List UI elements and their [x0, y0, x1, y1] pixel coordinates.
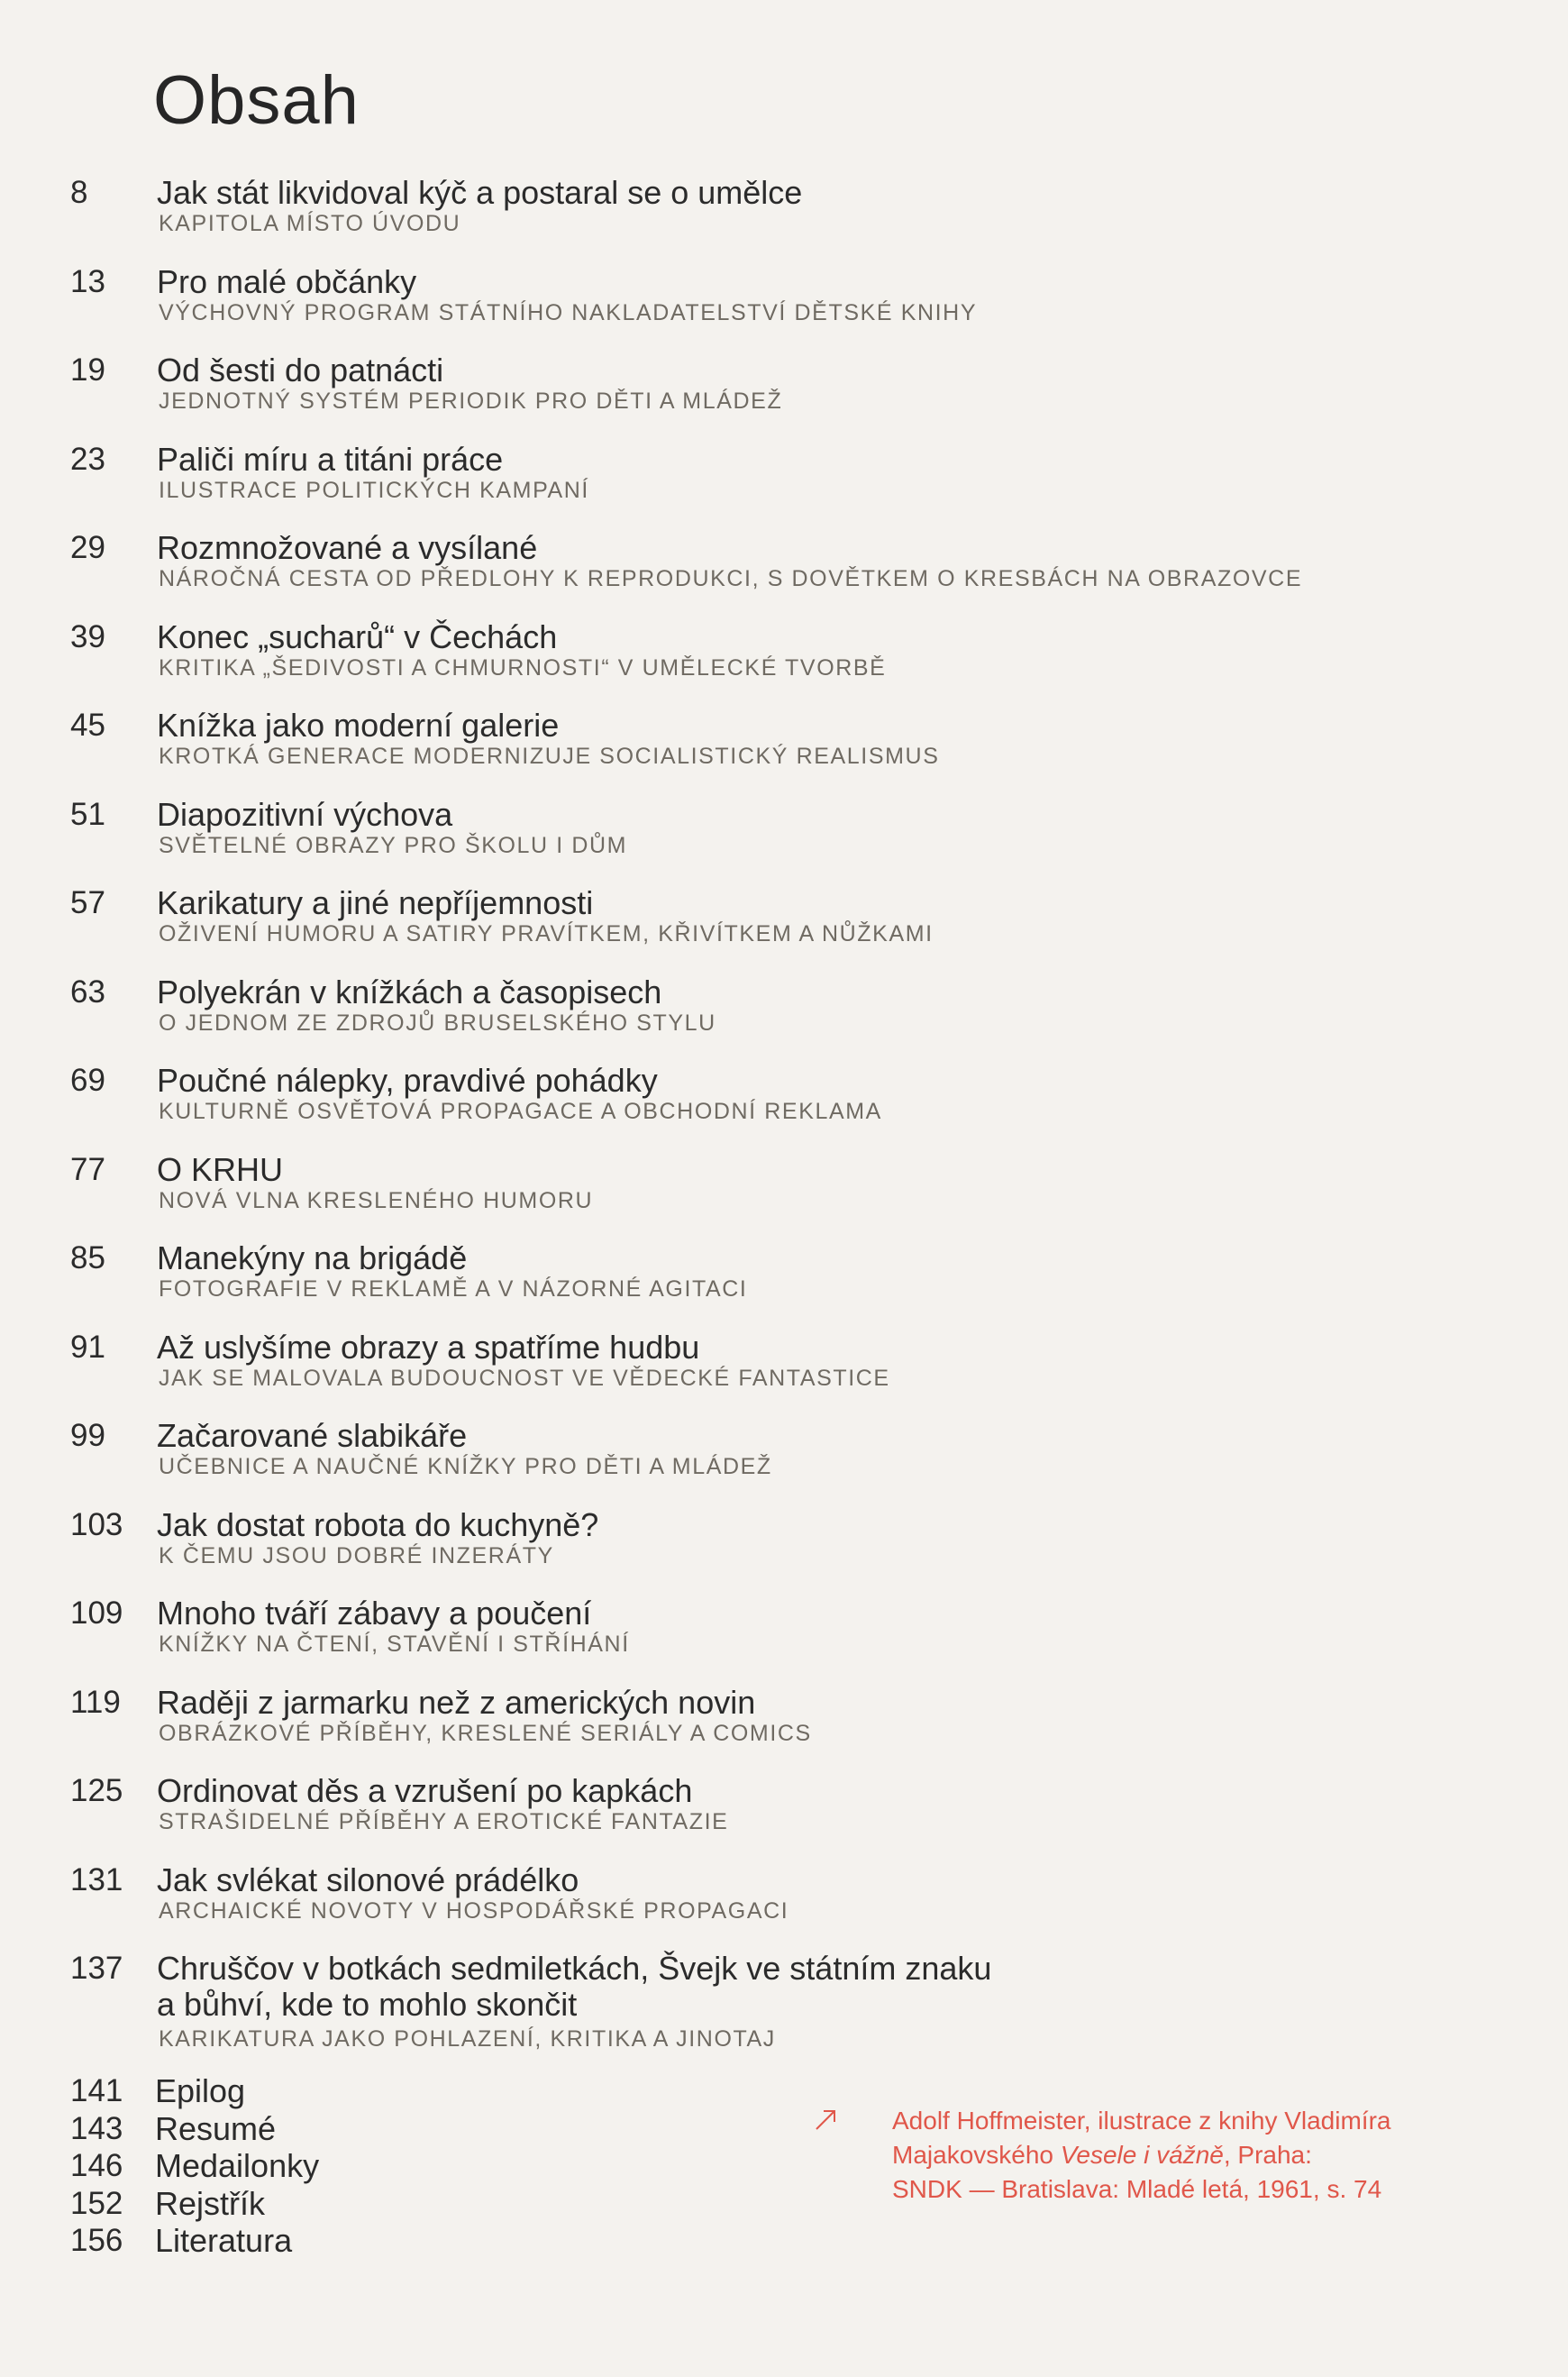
back-matter-item[interactable]	[0, 2223, 451, 2261]
toc-page-number: 131	[70, 1861, 123, 1897]
toc-chapter-title	[157, 1240, 467, 1276]
toc-page-number: 57	[70, 885, 105, 920]
toc-chapter-title	[157, 175, 802, 211]
toc-chapter-title	[157, 1773, 692, 1809]
toc-chapter-title-line: a bůhví, kde to mohlo skončit	[157, 1986, 578, 2023]
toc-chapter-subtitle: STRAŠIDELNÉ PŘÍBĚHY A EROTICKÉ FANTAZIE	[159, 1809, 729, 1834]
toc-chapter-title-line: Jak stát likvidoval kýč a postaral se o umělce	[157, 174, 803, 211]
toc-chapter-subtitle: OBRÁZKOVÉ PŘÍBĚHY, KRESLENÉ SERIÁLY A COMICS	[159, 1720, 812, 1746]
toc-chapter-subtitle: KAPITOLA MÍSTO ÚVODU	[159, 211, 461, 236]
toc-page-number: 77	[70, 1151, 105, 1187]
toc-chapter-subtitle: KNÍŽKY NA ČTENÍ, STAVĚNÍ I STŘÍHÁNÍ	[159, 1632, 630, 1657]
back-matter-item[interactable]	[0, 2073, 451, 2111]
toc-chapter-title-line: Manekýny na brigádě	[157, 1239, 468, 1276]
back-matter-page-number: 141	[70, 2073, 123, 2108]
toc-chapter-subtitle: KULTURNĚ OSVĚTOVÁ PROPAGACE A OBCHODNÍ REKLAMA	[159, 1099, 882, 1124]
toc-page-number: 45	[70, 708, 105, 743]
toc-chapter-title-line: Jak dostat robota do kuchyně?	[157, 1505, 599, 1543]
toc-chapter-title	[157, 1951, 991, 2023]
toc-chapter-title-line: Paliči míru a titáni práce	[157, 440, 504, 478]
caption-line-2-post: , Praha:	[1223, 2141, 1312, 2169]
toc-chapter-subtitle: ILUSTRACE POLITICKÝCH KAMPANÍ	[159, 477, 589, 503]
toc-page-number: 23	[70, 441, 105, 477]
back-matter-title: Medailonky	[155, 2147, 320, 2184]
toc-chapter-subtitle: KARIKATURA JAKO POHLAZENÍ, KRITIKA A JINOTAJ	[159, 2026, 776, 2052]
back-matter-page-number: 143	[70, 2110, 123, 2146]
caption-book-title: Vesele i vážně	[1060, 2141, 1224, 2169]
caption-line-1: Adolf Hoffmeister, ilustrace z knihy Vladimíra	[892, 2107, 1391, 2135]
toc-chapter-subtitle: KRITIKA „ŠEDIVOSTI A CHMURNOSTI“ V UMĚLECKÉ TVORBĚ	[159, 654, 887, 681]
toc-chapter-title	[157, 885, 593, 921]
toc-chapter-subtitle: ARCHAICKÉ NOVOTY V HOSPODÁŘSKÉ PROPAGACI	[159, 1897, 789, 1924]
toc-chapter-subtitle: VÝCHOVNÝ PROGRAM STÁTNÍHO NAKLADATELSTVÍ DĚTSKÉ KNIHY	[159, 299, 978, 325]
toc-chapter-title-line: Začarované slabikáře	[157, 1417, 468, 1454]
toc-page-number: 125	[70, 1773, 123, 1808]
caption-line-2-pre: Majakovského	[892, 2141, 1061, 2169]
toc-chapter-title-line: Rozmnožované a vysílané	[157, 529, 538, 566]
toc-page-number: 51	[70, 796, 105, 832]
toc-chapter-title-line: Až uslyšíme obrazy a spatříme hudbu	[157, 1328, 700, 1366]
toc-chapter-title	[157, 1595, 591, 1632]
back-matter-page-number: 156	[70, 2223, 123, 2258]
toc-page-number: 91	[70, 1329, 105, 1365]
toc-chapter-subtitle: NOVÁ VLNA KRESLENÉHO HUMORU	[159, 1187, 594, 1213]
arrow-up-right-icon	[813, 2106, 840, 2133]
toc-chapter-title	[157, 1507, 598, 1543]
toc-chapter-title-line: Karikatury a jiné nepříjemnosti	[157, 884, 594, 921]
toc-chapter-subtitle: KROTKÁ GENERACE MODERNIZUJE SOCIALISTICKÝ REALISMUS	[159, 744, 940, 769]
caption-line-3: SNDK — Bratislava: Mladé letá, 1961, s. 74	[892, 2175, 1382, 2203]
toc-chapter-title-line: Mnoho tváří zábavy a poučení	[157, 1595, 592, 1632]
back-matter-page-number: 146	[70, 2148, 123, 2183]
toc-page-number: 8	[70, 175, 88, 210]
toc-chapter-subtitle: JEDNOTNÝ SYSTÉM PERIODIK PRO DĚTI A MLÁDEŽ	[159, 389, 783, 414]
toc-chapter-title-line: Poučné nálepky, pravdivé pohádky	[157, 1062, 658, 1099]
toc-page-number: 85	[70, 1240, 105, 1275]
toc-chapter-title	[157, 442, 503, 478]
toc-chapter-title-line: Diapozitivní výchova	[157, 795, 453, 833]
back-matter-title: Literatura	[155, 2222, 293, 2259]
toc-chapter-title	[157, 264, 416, 300]
toc-chapter-subtitle: NÁROČNÁ CESTA OD PŘEDLOHY K REPRODUKCI, S DOVĚTKEM O KRESBÁCH NA OBRAZOVCE	[159, 566, 1303, 591]
toc-chapter-title	[157, 619, 557, 655]
toc-page-number: 99	[70, 1418, 105, 1453]
toc-chapter-title-line: O KRHU	[157, 1150, 284, 1188]
toc-page-number: 137	[70, 1951, 123, 1986]
back-matter-page-number: 152	[70, 2185, 123, 2221]
toc-chapter-title	[157, 1152, 283, 1188]
toc-chapter-subtitle: UČEBNICE A NAUČNÉ KNÍŽKY PRO DĚTI A MLÁDEŽ	[159, 1454, 772, 1479]
toc-page-number: 119	[70, 1684, 121, 1720]
toc-chapter-title	[157, 1418, 467, 1454]
toc-chapter-subtitle: JAK SE MALOVALA BUDOUCNOST VE VĚDECKÉ FANTASTICE	[159, 1365, 890, 1391]
toc-chapter-subtitle: K ČEMU JSOU DOBRÉ INZERÁTY	[159, 1542, 554, 1568]
toc-chapter-subtitle: O JEDNOM ZE ZDROJŮ BRUSELSKÉHO STYLU	[159, 1010, 716, 1036]
toc-page-number: 109	[70, 1595, 123, 1631]
toc-chapter-subtitle: FOTOGRAFIE V REKLAMĚ A V NÁZORNÉ AGITACI	[159, 1276, 748, 1302]
toc-chapter-title-line: Raději z jarmarku než z amerických novin	[157, 1683, 756, 1721]
toc-page-number: 63	[70, 974, 105, 1010]
back-matter-item[interactable]	[0, 2148, 451, 2186]
toc-chapter-subtitle: OŽIVENÍ HUMORU A SATIRY PRAVÍTKEM, KŘIVÍTKEM A NŮŽKAMI	[159, 921, 934, 946]
toc-chapter-title	[157, 352, 443, 389]
back-matter-title: Resumé	[155, 2109, 277, 2147]
toc-page-number: 69	[70, 1063, 105, 1098]
toc-chapter-title	[157, 1063, 658, 1099]
toc-chapter-title-line: Konec „sucharů“ v Čechách	[157, 617, 558, 655]
caption-line-2	[892, 2138, 1505, 2172]
toc-chapter-title	[157, 974, 661, 1010]
back-matter-item[interactable]	[0, 2111, 451, 2149]
page-title: Obsah	[153, 62, 360, 139]
toc-chapter-title	[157, 797, 452, 833]
back-matter-item[interactable]	[0, 2186, 451, 2224]
toc-page-number: 29	[70, 530, 105, 565]
toc-chapter-title	[157, 1685, 755, 1721]
toc-page-number: 39	[70, 618, 105, 654]
toc-chapter-title-line: Knížka jako moderní galerie	[157, 707, 560, 744]
figure-caption	[892, 2104, 1505, 2207]
toc-chapter-title-line: Pro malé občánky	[157, 262, 417, 300]
toc-chapter-title-line: Chruščov v botkách sedmiletkách, Švejk ve státním znaku	[157, 1950, 992, 1987]
toc-page-number: 103	[70, 1506, 123, 1542]
toc-chapter-title	[157, 1862, 579, 1898]
toc-chapter-title-line: Od šesti do patnácti	[157, 352, 444, 389]
toc-chapter-title-line: Jak svlékat silonové prádélko	[157, 1860, 579, 1898]
toc-chapter-title-line: Polyekrán v knížkách a časopisech	[157, 973, 662, 1010]
toc-page-number: 13	[70, 263, 105, 299]
back-matter-title: Epilog	[155, 2072, 246, 2109]
toc-chapter-title	[157, 708, 559, 744]
toc-chapter-title-line: Ordinovat děs a vzrušení po kapkách	[157, 1772, 693, 1809]
toc-page-number: 19	[70, 352, 105, 388]
toc-chapter-subtitle: SVĚTELNÉ OBRAZY PRO ŠKOLU I DŮM	[159, 832, 628, 858]
toc-chapter-title	[157, 530, 537, 566]
toc-chapter-title	[157, 1330, 699, 1366]
back-matter-title: Rejstřík	[155, 2184, 266, 2222]
